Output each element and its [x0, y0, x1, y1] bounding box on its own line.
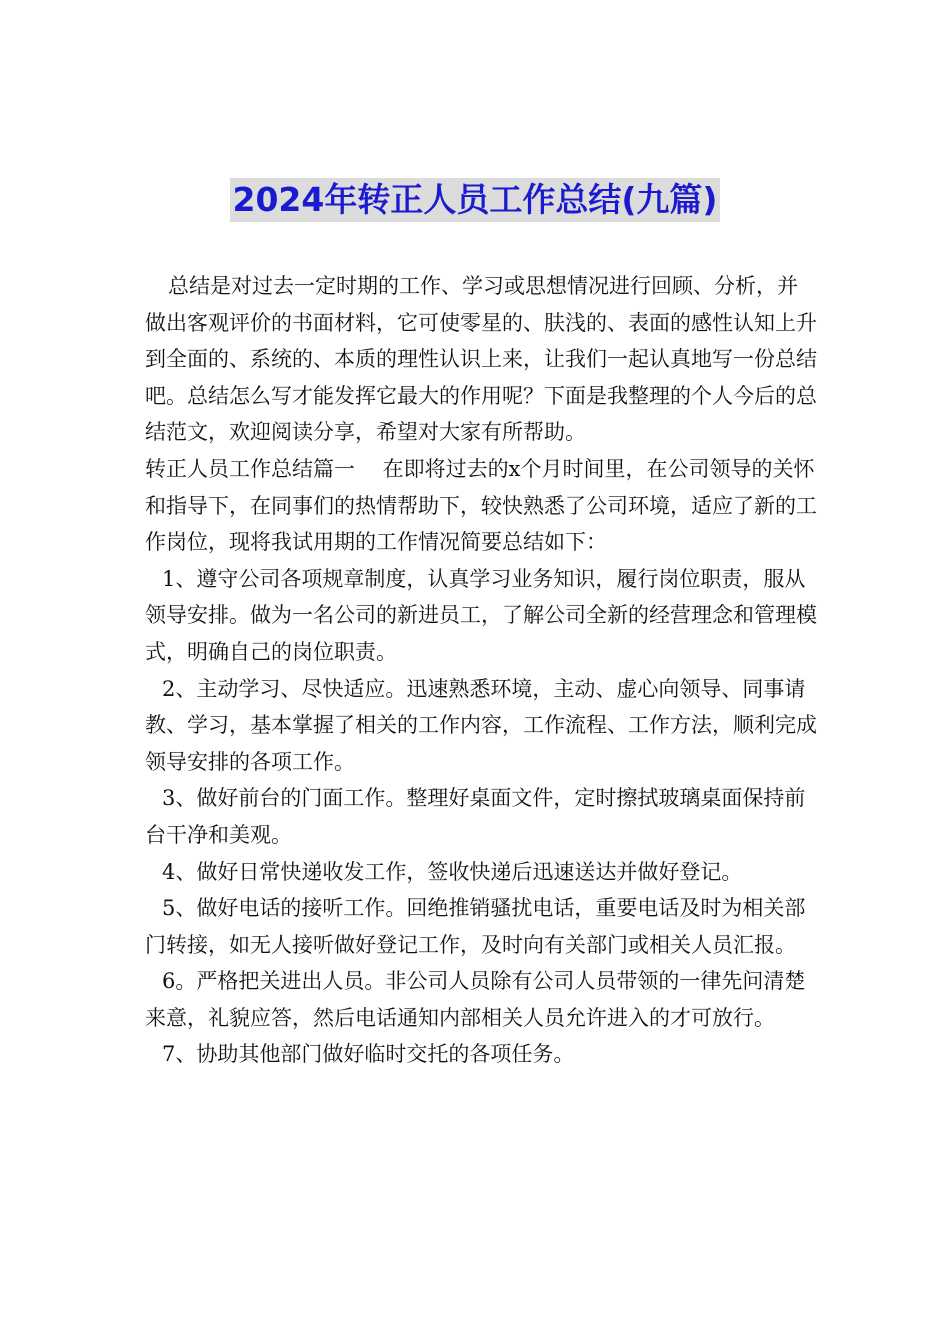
list-item: 5、做好电话的接听工作。回绝推销骚扰电话，重要电话及时为相关部门转接，如无人接听做好登记工作，及时向有关部门或相关人员汇报。 [145, 896, 806, 957]
document-title: 2024年转正人员工作总结(九篇) [230, 178, 719, 222]
list-item: 3、做好前台的门面工作。整理好桌面文件，定时擦拭玻璃桌面保持前台干净和美观。 [145, 786, 806, 847]
summary-list [145, 561, 817, 1073]
section-one-paragraph: 转正人员工作总结篇一 在即将过去的x个月时间里，在公司领导的关怀和指导下，在同事们的热情帮助下，较快熟悉了公司环境，适应了新的工作岗位，现将我试用期的工作情况简要总结如下： [145, 456, 817, 555]
list-item: 6。严格把关进出人员。非公司人员除有公司人员带领的一律先问清楚来意，礼貌应答，然后电话通知内部相关人员允许进入的才可放行。 [145, 969, 806, 1030]
list-item: 4、做好日常快递收发工作，签收快递后迅速送达并做好登记。 [162, 859, 743, 884]
intro-paragraph: 总结是对过去一定时期的工作、学习或思想情况进行回顾、分析，并做出客观评价的书面材料，它可使零星的、肤浅的、表面的感性认知上升到全面的、系统的、本质的理性认识上来，让我们一起认真地写一份总结吧。总结怎么写才能发挥它最大的作用呢？下面是我整理的个人今后的总结范文，欢迎阅读分享，希望对大家有所帮助。 [145, 274, 817, 445]
list-item: 7、协助其他部门做好临时交托的各项任务。 [162, 1042, 575, 1067]
list-item: 2、主动学习、尽快适应。迅速熟悉环境，主动、虚心向领导、同事请教、学习，基本掌握了相关的工作内容，工作流程、工作方法，顺利完成领导安排的各项工作。 [145, 676, 817, 774]
list-item: 1、遵守公司各项规章制度，认真学习业务知识，履行岗位职责，服从领导安排。做为一名公司的新进员工，了解公司全新的经营理念和管理模式，明确自己的岗位职责。 [145, 566, 817, 664]
title-container [0, 178, 950, 222]
document-body [145, 268, 817, 1073]
